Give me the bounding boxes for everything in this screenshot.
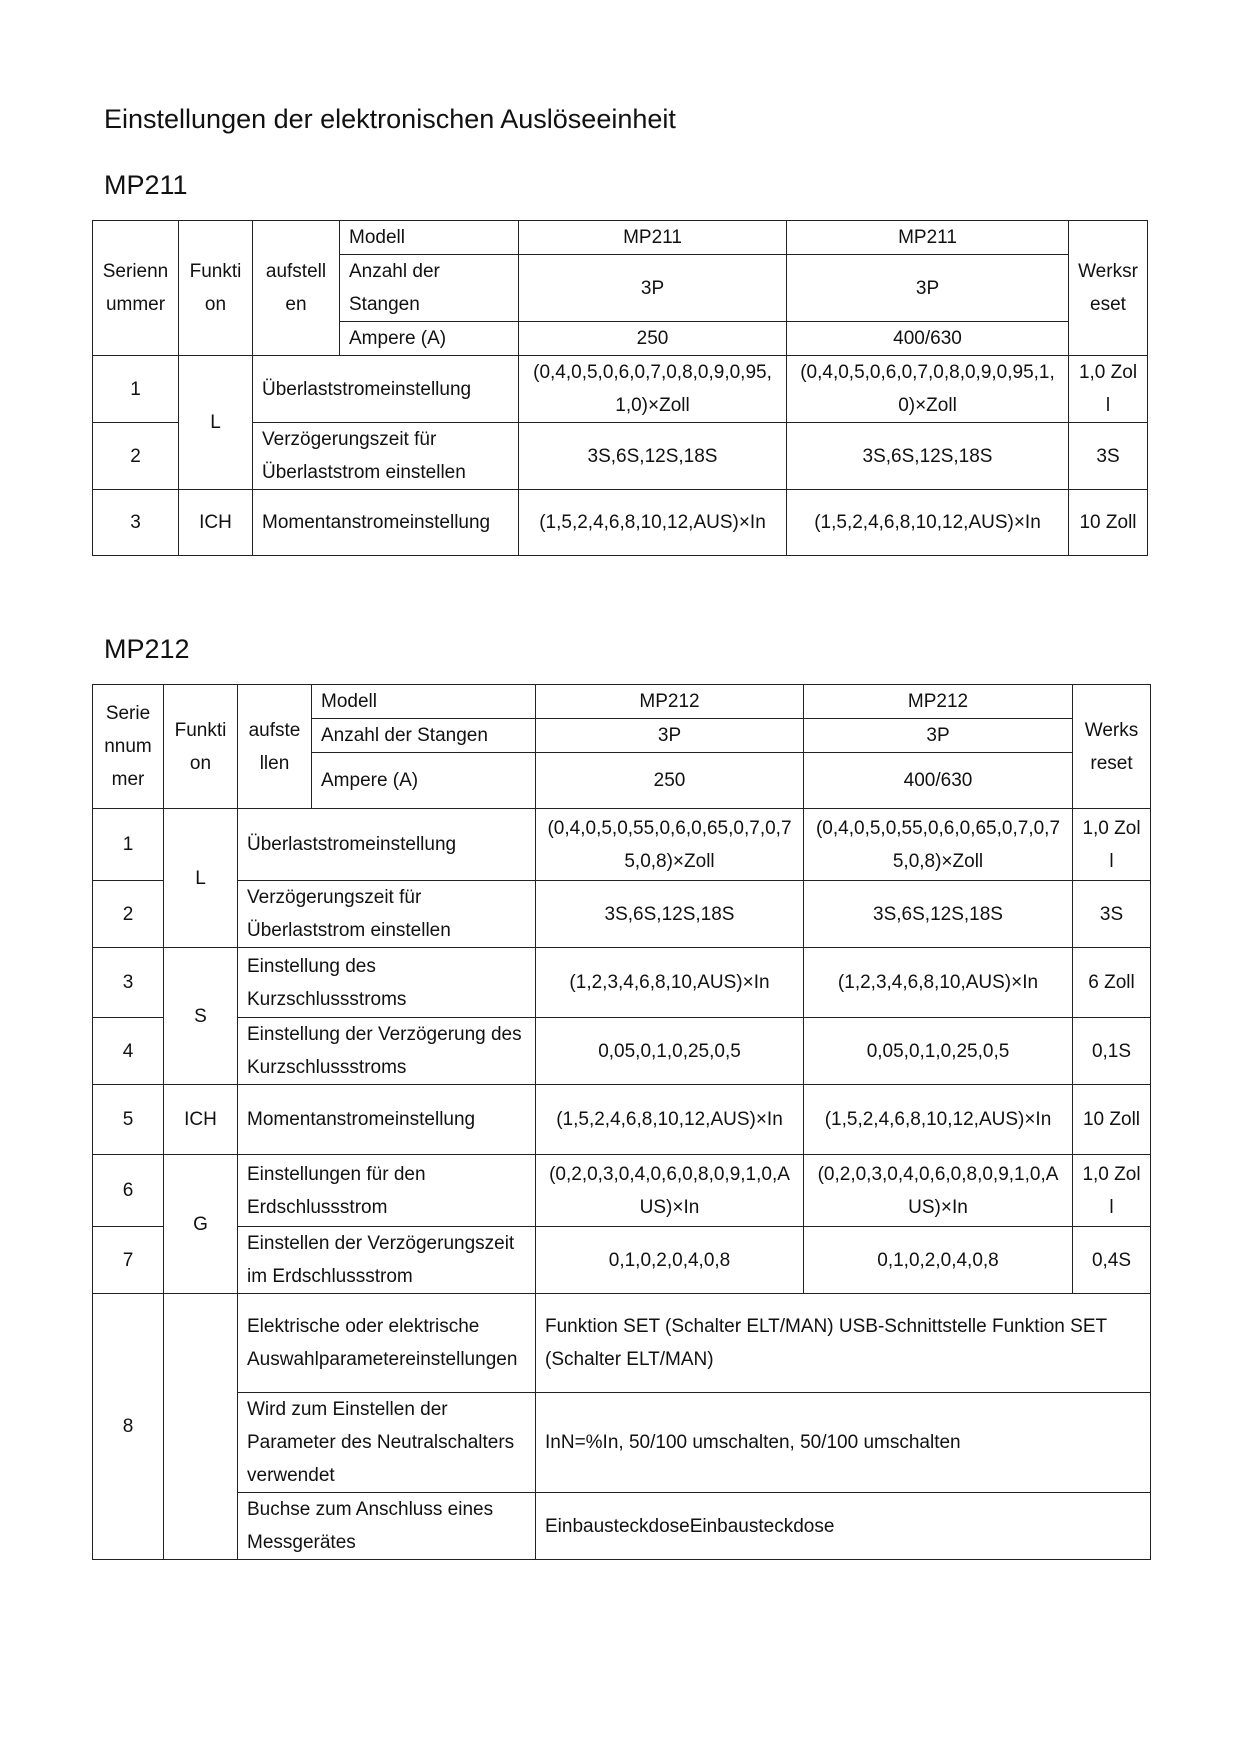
header-serial: Seriennummer xyxy=(93,685,164,809)
cell-value-a: 0,05,0,1,0,25,0,5 xyxy=(536,1018,804,1085)
cell-setting: Wird zum Einstellen der Parameter des Neutralschalters verwendet xyxy=(238,1393,536,1493)
section-title-mp211: MP211 xyxy=(104,170,188,200)
cell-no: 3 xyxy=(93,948,164,1018)
cell-value-a: (0,4,0,5,0,55,0,6,0,65,0,7,0,75,0,8)×Zoll xyxy=(536,809,804,881)
cell-setting: Elektrische oder elektrische Auswahlparametereinstellungen xyxy=(238,1294,536,1393)
header-model-b: MP211 xyxy=(787,221,1069,255)
mp211-settings-table xyxy=(92,220,1148,556)
cell-setting: Momentanstromeinstellung xyxy=(253,490,519,556)
cell-function: L xyxy=(164,809,238,948)
cell-no: 1 xyxy=(93,356,179,423)
cell-setting: Einstellung des Kurzschlussstroms xyxy=(238,948,536,1018)
cell-value-b: (1,2,3,4,6,8,10,AUS)×In xyxy=(804,948,1073,1018)
cell-setting: Einstellung der Verzögerung des Kurzschlussstroms xyxy=(238,1018,536,1085)
cell-reset: 10 Zoll xyxy=(1069,490,1148,556)
cell-value-b: 0,05,0,1,0,25,0,5 xyxy=(804,1018,1073,1085)
header-model-b: MP212 xyxy=(804,685,1073,719)
cell-value-b: (0,4,0,5,0,55,0,6,0,65,0,7,0,75,0,8)×Zoll xyxy=(804,809,1073,881)
header-poles-label: Anzahl der Stangen xyxy=(340,255,519,322)
header-serial: Seriennummer xyxy=(93,221,179,356)
cell-setting: Buchse zum Anschluss eines Messgerätes xyxy=(238,1493,536,1560)
cell-value-a: (1,2,3,4,6,8,10,AUS)×In xyxy=(536,948,804,1018)
cell-function xyxy=(164,1294,238,1560)
cell-setting: Momentanstromeinstellung xyxy=(238,1085,536,1155)
cell-reset: 3S xyxy=(1069,423,1148,490)
cell-no: 3 xyxy=(93,490,179,556)
cell-no: 7 xyxy=(93,1227,164,1294)
table-row xyxy=(93,1294,1151,1393)
table-row xyxy=(93,1155,1151,1227)
header-ampere-b: 400/630 xyxy=(804,753,1073,809)
header-factory-reset: Werksreset xyxy=(1073,685,1151,809)
cell-value-a: 3S,6S,12S,18S xyxy=(536,881,804,948)
cell-no: 6 xyxy=(93,1155,164,1227)
header-function: Funktion xyxy=(164,685,238,809)
cell-merged-value: Funktion SET (Schalter ELT/MAN) USB-Schnittstelle Funktion SET (Schalter ELT/MAN) xyxy=(536,1294,1151,1393)
table-row xyxy=(93,1493,1151,1560)
cell-value-a: (1,5,2,4,6,8,10,12,AUS)×In xyxy=(519,490,787,556)
cell-function: G xyxy=(164,1155,238,1294)
header-function: Funktion xyxy=(179,221,253,356)
cell-reset: 1,0 Zoll xyxy=(1073,809,1151,881)
cell-reset: 10 Zoll xyxy=(1073,1085,1151,1155)
header-model-a: MP212 xyxy=(536,685,804,719)
cell-value-b: (0,4,0,5,0,6,0,7,0,8,0,9,0,95,1,0)×Zoll xyxy=(787,356,1069,423)
cell-value-b: 3S,6S,12S,18S xyxy=(787,423,1069,490)
table-row xyxy=(93,881,1151,948)
cell-reset: 1,0 Zoll xyxy=(1069,356,1148,423)
cell-value-b: (1,5,2,4,6,8,10,12,AUS)×In xyxy=(804,1085,1073,1155)
table-row xyxy=(93,1018,1151,1085)
table-row xyxy=(93,221,1148,255)
header-poles-a: 3P xyxy=(519,255,787,322)
cell-value-b: 3S,6S,12S,18S xyxy=(804,881,1073,948)
cell-value-b: (1,5,2,4,6,8,10,12,AUS)×In xyxy=(787,490,1069,556)
cell-value-a: 0,1,0,2,0,4,0,8 xyxy=(536,1227,804,1294)
header-ampere-label: Ampere (A) xyxy=(340,322,519,356)
header-model-label: Modell xyxy=(312,685,536,719)
cell-setting: Verzögerungszeit für Überlaststrom einstellen xyxy=(253,423,519,490)
header-poles-b: 3P xyxy=(787,255,1069,322)
mp212-settings-table xyxy=(92,684,1151,1560)
cell-value-a: 3S,6S,12S,18S xyxy=(519,423,787,490)
header-model-a: MP211 xyxy=(519,221,787,255)
cell-function: S xyxy=(164,948,238,1085)
cell-reset: 6 Zoll xyxy=(1073,948,1151,1018)
cell-value-a: (0,2,0,3,0,4,0,6,0,8,0,9,1,0,AUS)×In xyxy=(536,1155,804,1227)
cell-reset: 0,4S xyxy=(1073,1227,1151,1294)
cell-no: 5 xyxy=(93,1085,164,1155)
cell-function: ICH xyxy=(179,490,253,556)
cell-function: ICH xyxy=(164,1085,238,1155)
header-ampere-a: 250 xyxy=(536,753,804,809)
section-title-mp212: MP212 xyxy=(104,634,190,664)
table-row xyxy=(93,809,1151,881)
header-poles-a: 3P xyxy=(536,719,804,753)
header-model-label: Modell xyxy=(340,221,519,255)
table-row xyxy=(93,1085,1151,1155)
table-row xyxy=(93,356,1148,423)
header-setup: aufstellen xyxy=(253,221,340,356)
page-title: Einstellungen der elektronischen Auslöseeinheit xyxy=(104,104,676,134)
table-row xyxy=(93,490,1148,556)
cell-no: 2 xyxy=(93,423,179,490)
cell-merged-value: InN=%In, 50/100 umschalten, 50/100 umschalten xyxy=(536,1393,1151,1493)
cell-no: 4 xyxy=(93,1018,164,1085)
cell-setting: Verzögerungszeit für Überlaststrom einstellen xyxy=(238,881,536,948)
cell-reset: 1,0 Zoll xyxy=(1073,1155,1151,1227)
cell-setting: Einstellen der Verzögerungszeit im Erdschlussstrom xyxy=(238,1227,536,1294)
header-poles-label: Anzahl der Stangen xyxy=(312,719,536,753)
cell-value-a: (0,4,0,5,0,6,0,7,0,8,0,9,0,95,1,0)×Zoll xyxy=(519,356,787,423)
table-row xyxy=(93,1393,1151,1493)
header-setup: aufstellen xyxy=(238,685,312,809)
cell-no: 2 xyxy=(93,881,164,948)
table-row xyxy=(93,1227,1151,1294)
cell-reset: 0,1S xyxy=(1073,1018,1151,1085)
cell-setting: Überlaststromeinstellung xyxy=(253,356,519,423)
header-poles-b: 3P xyxy=(804,719,1073,753)
cell-setting: Einstellungen für den Erdschlussstrom xyxy=(238,1155,536,1227)
header-ampere-a: 250 xyxy=(519,322,787,356)
cell-no: 1 xyxy=(93,809,164,881)
cell-reset: 3S xyxy=(1073,881,1151,948)
cell-value-b: 0,1,0,2,0,4,0,8 xyxy=(804,1227,1073,1294)
header-ampere-label: Ampere (A) xyxy=(312,753,536,809)
cell-value-b: (0,2,0,3,0,4,0,6,0,8,0,9,1,0,AUS)×In xyxy=(804,1155,1073,1227)
table-row xyxy=(93,948,1151,1018)
cell-no: 8 xyxy=(93,1294,164,1560)
table-row xyxy=(93,685,1151,719)
cell-setting: Überlaststromeinstellung xyxy=(238,809,536,881)
cell-value-a: (1,5,2,4,6,8,10,12,AUS)×In xyxy=(536,1085,804,1155)
cell-function: L xyxy=(179,356,253,490)
header-ampere-b: 400/630 xyxy=(787,322,1069,356)
cell-merged-value: EinbausteckdoseEinbausteckdose xyxy=(536,1493,1151,1560)
header-factory-reset: Werksreset xyxy=(1069,221,1148,356)
